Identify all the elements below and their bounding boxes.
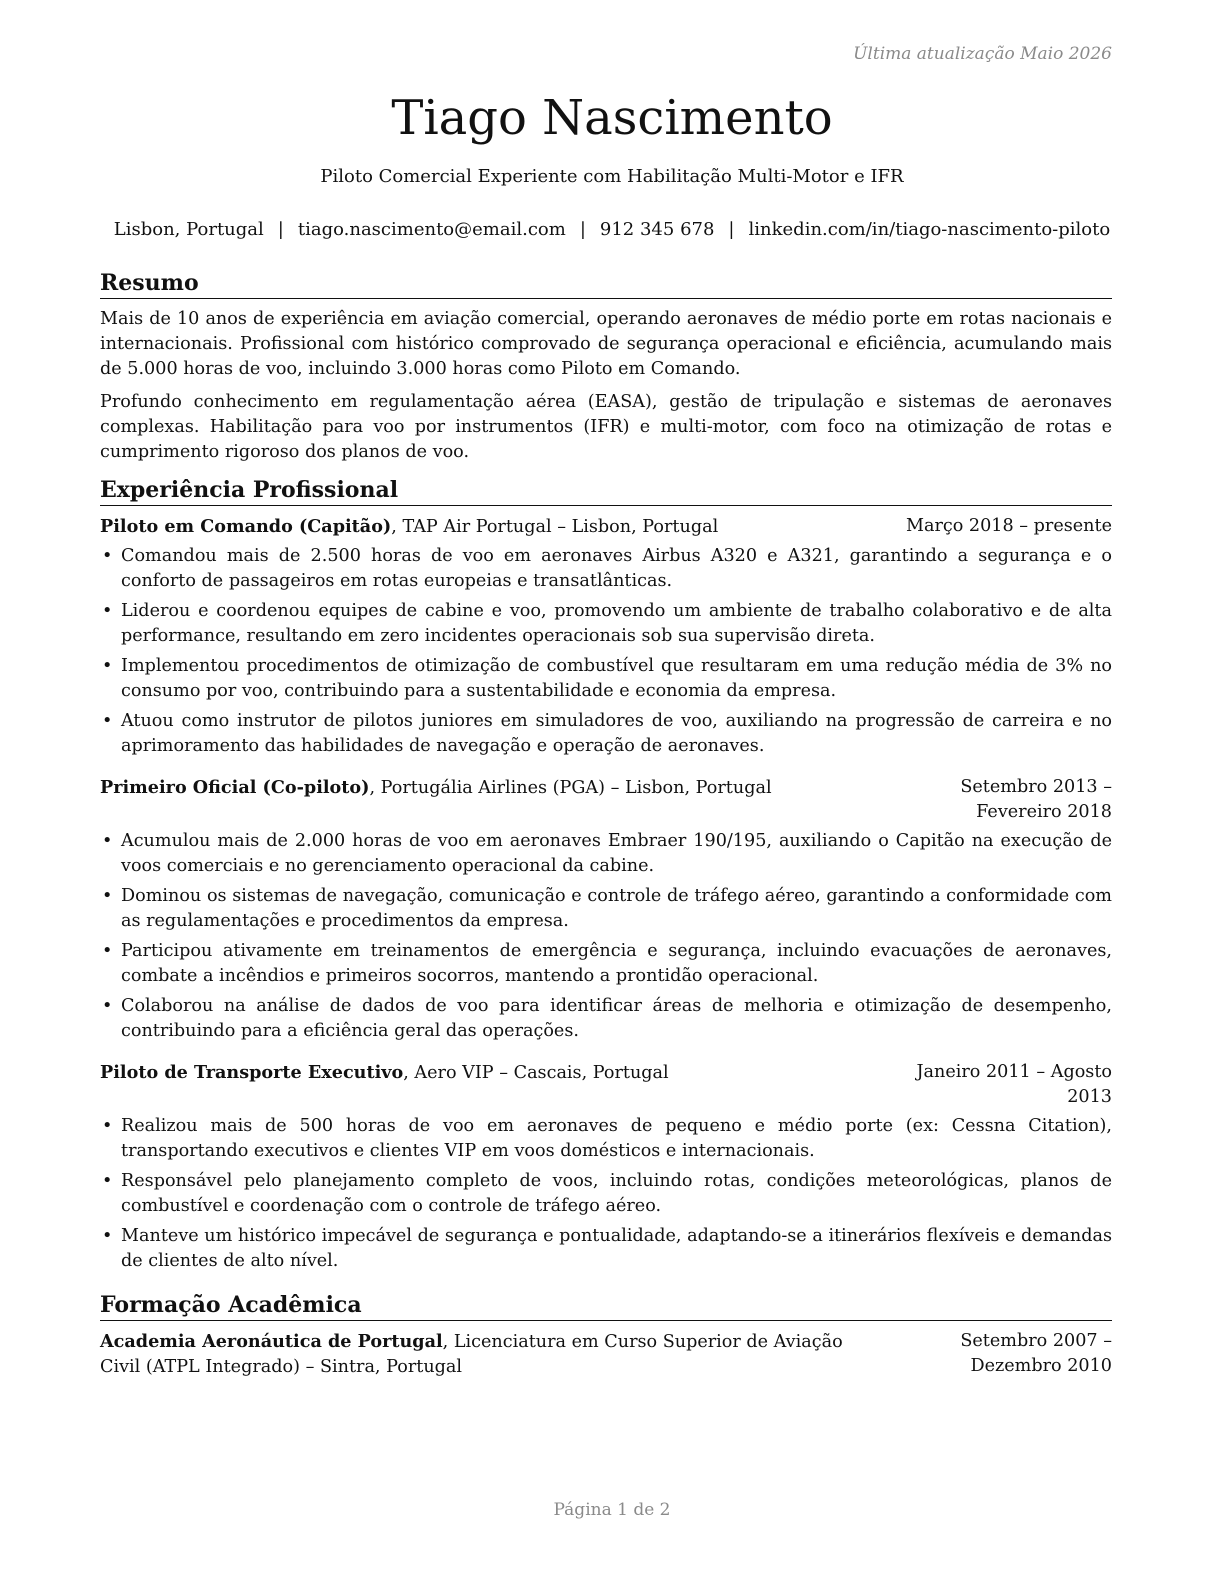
job-title-line xyxy=(100,775,872,801)
education-detail: , Licenciatura em Curso Superior de Aviação Civil (ATPL Integrado) – Sintra, Portugal xyxy=(100,1332,843,1377)
bullet-text: Responsável pelo planejamento completo de voos, incluindo rotas, condições meteorológicas, planos de combustível e coordenação com o controle de tráfego aéreo. xyxy=(121,1171,1112,1216)
job-organization: , TAP Air Portugal – Lisbon, Portugal xyxy=(391,517,719,537)
candidate-name: Tiago Nascimento xyxy=(391,90,833,146)
job-entry xyxy=(100,775,1112,1044)
bullet-icon: • xyxy=(102,941,113,961)
bullet-text: Comandou mais de 2.500 horas de voo em aeronaves Airbus A320 e A321, garantindo a segurança e o conforto de passageiros em rotas europeias e transatlânticas. xyxy=(121,546,1112,591)
job-header xyxy=(100,1060,1112,1110)
job-role: Piloto em Comando (Capitão) xyxy=(100,516,392,537)
job-header xyxy=(100,514,1112,540)
job-role: Primeiro Oficial (Co-piloto) xyxy=(100,777,370,798)
education-header xyxy=(100,1329,1112,1380)
bullet-text: Dominou os sistemas de navegação, comunicação e controle de tráfego aéreo, garantindo a conformidade com as regulamentações e procedimentos da empresa. xyxy=(121,886,1112,931)
page-number: Página 1 de 2 xyxy=(553,1500,671,1520)
job-entry xyxy=(100,1060,1112,1274)
list-item xyxy=(100,544,1112,594)
list-item xyxy=(100,884,1112,934)
section-title-experience: Experiência Profissional xyxy=(100,475,1112,506)
job-entry xyxy=(100,514,1112,759)
job-bullets xyxy=(100,1114,1112,1274)
job-dates: Setembro 2013 – Fevereiro 2018 xyxy=(960,777,1112,822)
list-item xyxy=(100,709,1112,759)
job-role: Piloto de Transporte Executivo xyxy=(100,1062,404,1083)
section-title-education: Formação Acadêmica xyxy=(100,1290,1112,1321)
bullet-text: Atuou como instrutor de pilotos juniores em simuladores de voo, auxiliando na progressão de carreira e no aprimoramento das habilidades de navegação e operação de aeronaves. xyxy=(121,711,1112,756)
contact-phone: 912 345 678 xyxy=(599,219,715,240)
bullet-icon: • xyxy=(102,656,113,676)
list-item xyxy=(100,1224,1112,1274)
bullet-icon: • xyxy=(102,1171,113,1191)
education-entry xyxy=(100,1329,1112,1380)
education-institution: Academia Aeronáutica de Portugal xyxy=(100,1331,443,1352)
bullet-icon: • xyxy=(102,1226,113,1246)
bullet-text: Liderou e coordenou equipes de cabine e voo, promovendo um ambiente de trabalho colaborativo e de alta performance, resultando em zero incidentes operacionais sob sua supervisão direta. xyxy=(121,601,1112,646)
summary-paragraph: Mais de 10 anos de experiência em aviação comercial, operando aeronaves de médio porte em rotas nacionais e internacionais. Profissional com histórico comprovado de segurança operacional e eficiência, acumulando mais de 5.000 horas de voo, incluindo 3.000 horas como Piloto em Comando. xyxy=(100,309,1112,379)
bullet-text: Implementou procedimentos de otimização de combustível que resultaram em uma redução média de 3% no consumo por voo, contribuindo para a sustentabilidade e economia da empresa. xyxy=(121,656,1112,701)
bullet-icon: • xyxy=(102,1116,113,1136)
bullet-icon: • xyxy=(102,601,113,621)
job-bullets xyxy=(100,829,1112,1044)
list-item xyxy=(100,1169,1112,1219)
bullet-text: Realizou mais de 500 horas de voo em aeronaves de pequeno e médio porte (ex: Cessna Citation), transportando executivos e clientes VIP em voos domésticos e internacionais. xyxy=(121,1116,1112,1161)
education-section xyxy=(100,1290,1112,1380)
contact-email-link[interactable]: tiago.nascimento@email.com xyxy=(297,219,566,240)
contact-separator: | xyxy=(728,219,735,240)
list-item xyxy=(100,939,1112,989)
bullet-text: Acumulou mais de 2.000 horas de voo em aeronaves Embraer 190/195, auxiliando o Capitão na execução de voos comerciais e no gerenciamento operacional da cabine. xyxy=(121,831,1112,876)
bullet-icon: • xyxy=(102,996,113,1016)
job-organization: , Aero VIP – Cascais, Portugal xyxy=(403,1063,669,1083)
job-dates: Março 2018 – presente xyxy=(905,516,1112,536)
job-header xyxy=(100,775,1112,825)
bullet-text: Colaborou na análise de dados de voo para identificar áreas de melhoria e otimização de desempenho, contribuindo para a eficiência geral das operações. xyxy=(121,996,1112,1041)
summary-paragraph: Profundo conhecimento em regulamentação aérea (EASA), gestão de tripulação e sistemas de aeronaves complexas. Habilitação para voo por instrumentos (IFR) e multi-motor, com foco na otimização de rotas e cumprimento rigoroso dos planos de voo. xyxy=(100,392,1112,462)
tagline: Piloto Comercial Experiente com Habilitação Multi-Motor e IFR xyxy=(320,166,904,187)
bullet-icon: • xyxy=(102,546,113,566)
list-item xyxy=(100,654,1112,704)
section-title-summary: Resumo xyxy=(100,268,1112,299)
contact-line xyxy=(0,219,1224,240)
experience-section xyxy=(100,475,1112,1274)
bullet-icon: • xyxy=(102,711,113,731)
list-item xyxy=(100,599,1112,649)
bullet-icon: • xyxy=(102,886,113,906)
contact-linkedin-link[interactable]: linkedin.com/in/tiago-nascimento-piloto xyxy=(748,219,1111,240)
last-updated: Última atualização Maio 2026 xyxy=(853,44,1112,64)
contact-separator: | xyxy=(277,219,284,240)
bullet-icon: • xyxy=(102,831,113,851)
list-item xyxy=(100,829,1112,879)
job-title-line xyxy=(100,1060,872,1086)
education-dates: Setembro 2007 – Dezembro 2010 xyxy=(960,1331,1112,1376)
summary-section xyxy=(100,268,1112,465)
education-title-line xyxy=(100,1329,872,1380)
bullet-text: Manteve um histórico impecável de segurança e pontualidade, adaptando-se a itinerários flexíveis e demandas de clientes de alto nível. xyxy=(121,1226,1112,1271)
resume-body xyxy=(100,268,1112,1396)
contact-separator: | xyxy=(579,219,586,240)
job-dates: Janeiro 2011 – Agosto 2013 xyxy=(916,1062,1112,1107)
job-bullets xyxy=(100,544,1112,759)
job-organization: , Portugália Airlines (PGA) – Lisbon, Portugal xyxy=(369,778,772,798)
job-title-line xyxy=(100,514,902,540)
list-item xyxy=(100,1114,1112,1164)
list-item xyxy=(100,994,1112,1044)
contact-location: Lisbon, Portugal xyxy=(113,219,264,240)
bullet-text: Participou ativamente em treinamentos de emergência e segurança, incluindo evacuações de aeronaves, combate a incêndios e primeiros socorros, mantendo a prontidão operacional. xyxy=(121,941,1112,986)
